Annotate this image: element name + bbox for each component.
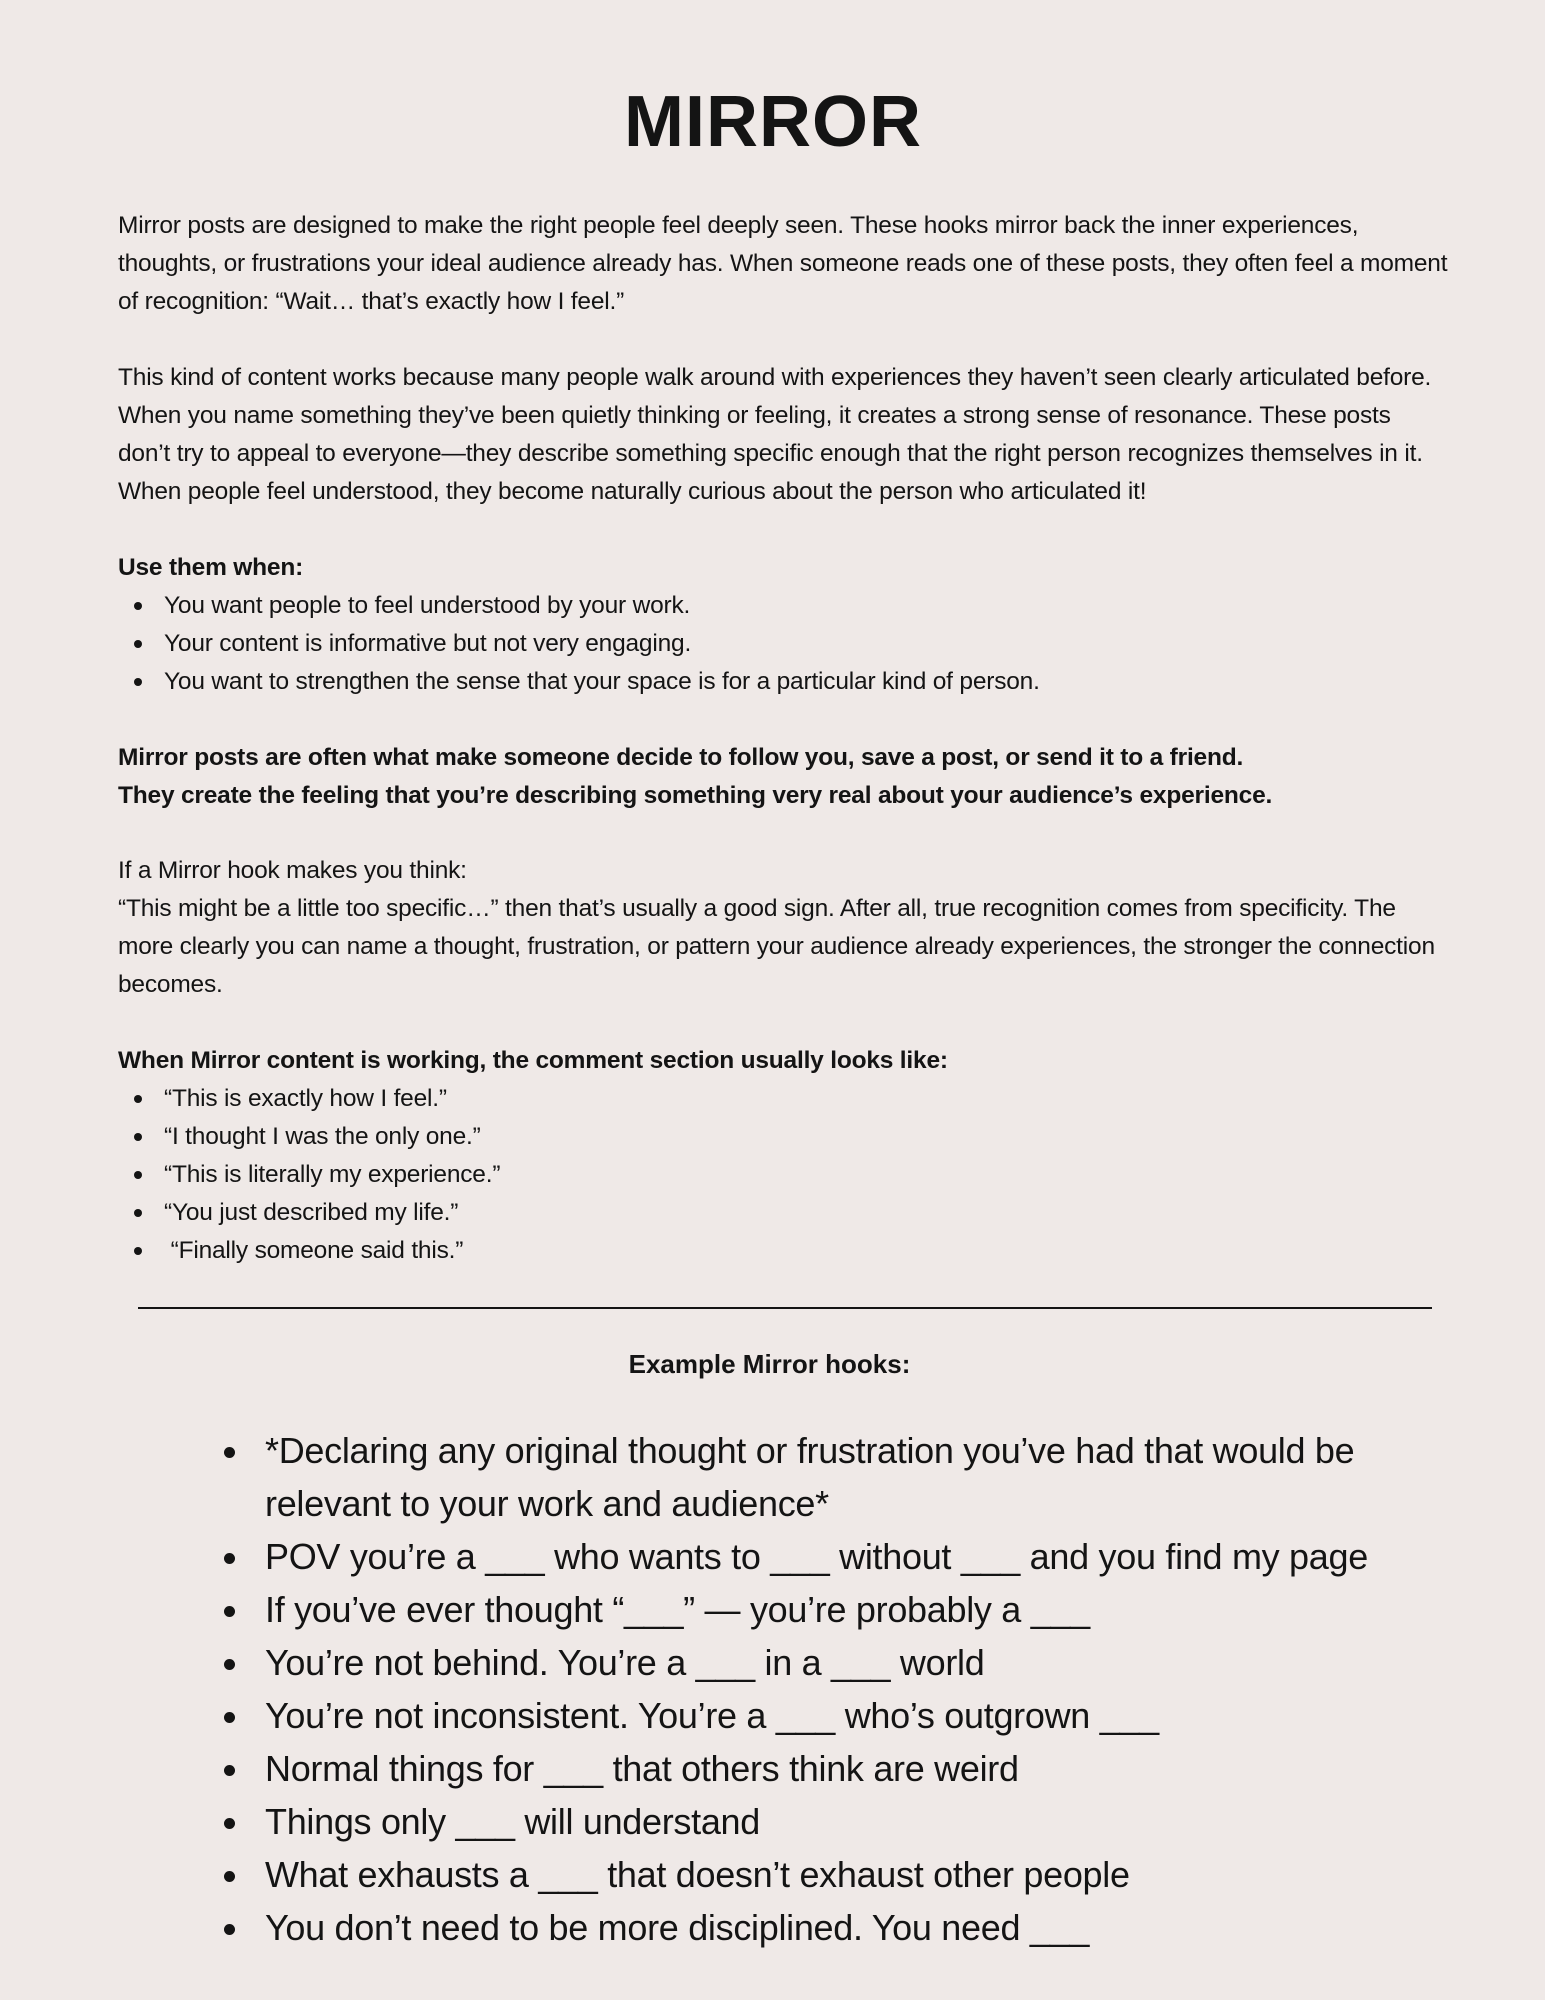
list-item: “Finally someone said this.” bbox=[118, 1232, 1448, 1270]
list-item: Your content is informative but not very engaging. bbox=[118, 625, 1448, 663]
specificity-section bbox=[118, 852, 1448, 1004]
emphasis-line-1: Mirror posts are often what make someone decide to follow you, save a post, or send it to a friend. bbox=[118, 744, 1244, 771]
use-when-section bbox=[118, 549, 1448, 701]
specificity-line-2: “This might be a little too specific…” then that’s usually a good sign. After all, true recognition comes from specificity. The more clearly you can name a thought, frustration, or pattern your audience already experiences, the stronger the connection becomes. bbox=[118, 895, 1435, 998]
intro-section-2 bbox=[118, 359, 1448, 511]
list-item: You don’t need to be more disciplined. You need ___ bbox=[223, 1901, 1373, 1954]
section-divider bbox=[138, 1307, 1432, 1309]
list-item: “I thought I was the only one.” bbox=[118, 1118, 1448, 1156]
comments-heading: When Mirror content is working, the comment section usually looks like: bbox=[118, 1047, 948, 1074]
list-item: You want people to feel understood by your work. bbox=[118, 587, 1448, 625]
specificity-line-1: If a Mirror hook makes you think: bbox=[118, 857, 467, 884]
comments-section bbox=[118, 1042, 1448, 1270]
list-item: “You just described my life.” bbox=[118, 1194, 1448, 1232]
list-item: POV you’re a ___ who wants to ___ without ___ and you find my page bbox=[223, 1530, 1373, 1583]
list-item: “This is exactly how I feel.” bbox=[118, 1080, 1448, 1118]
list-item: You want to strengthen the sense that your space is for a particular kind of person. bbox=[118, 663, 1448, 701]
intro-section bbox=[118, 207, 1448, 321]
list-item: Things only ___ will understand bbox=[223, 1795, 1373, 1848]
list-item: If you’ve ever thought “___” — you’re probably a ___ bbox=[223, 1583, 1373, 1636]
emphasis-section bbox=[118, 739, 1448, 815]
comments-list bbox=[118, 1080, 1448, 1270]
use-when-heading: Use them when: bbox=[118, 554, 304, 581]
emphasis-line-2: They create the feeling that you’re describing something very real about your audience’s experience. bbox=[118, 782, 1273, 809]
examples-heading: Example Mirror hooks: bbox=[628, 1349, 911, 1379]
list-item: What exhausts a ___ that doesn’t exhaust other people bbox=[223, 1848, 1373, 1901]
examples-list bbox=[223, 1424, 1373, 1954]
list-item: You’re not inconsistent. You’re a ___ who’s outgrown ___ bbox=[223, 1689, 1373, 1742]
list-item: “This is literally my experience.” bbox=[118, 1156, 1448, 1194]
use-when-list bbox=[118, 587, 1448, 701]
list-item: *Declaring any original thought or frustration you’ve had that would be relevant to your work and audience* bbox=[223, 1424, 1373, 1530]
intro-paragraph-2: This kind of content works because many people walk around with experiences they haven’t seen clearly articulated before. When you name something they’ve been quietly thinking or feeling, it creates a strong sense of resonance. These posts don’t try to appeal to everyone—they describe something specific enough that the right person recognizes themselves in it. When people feel understood, they become naturally curious about the person who articulated it! bbox=[118, 364, 1432, 505]
list-item: You’re not behind. You’re a ___ in a ___ world bbox=[223, 1636, 1373, 1689]
list-item: Normal things for ___ that others think are weird bbox=[223, 1742, 1373, 1795]
page-title: MIRROR bbox=[624, 82, 922, 162]
intro-paragraph-1: Mirror posts are designed to make the right people feel deeply seen. These hooks mirror back the inner experiences, thoughts, or frustrations your ideal audience already has. When someone reads one of these posts, they often feel a moment of recognition: “Wait… that’s exactly how I feel.” bbox=[118, 212, 1448, 315]
